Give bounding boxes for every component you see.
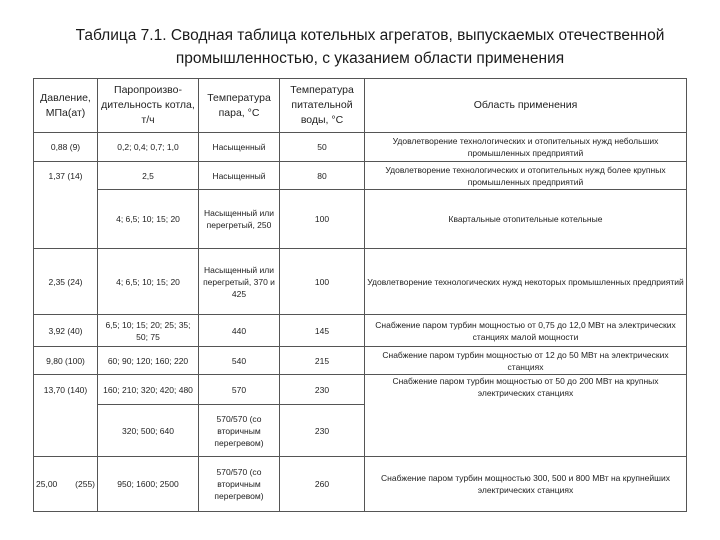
table-row	[34, 375, 687, 405]
cell-capacity: 6,5; 10; 15; 20; 25; 35; 50; 75	[98, 315, 199, 347]
cell-steam-temp: 570	[199, 375, 280, 405]
cell-pressure: 9,80 (100)	[34, 347, 98, 375]
cell-water-temp: 230	[280, 405, 365, 457]
cell-steam-temp: Насыщенный или перегретый, 250	[199, 190, 280, 249]
cell-application: Снабжение паром турбин мощностью от 0,75 до 12,0 МВт на электрических станциях малой мощности	[365, 315, 687, 347]
cell-application: Удовлетворение технологических нужд некоторых промышленных предприятий	[365, 249, 687, 315]
cell-pressure: 2,35 (24)	[34, 249, 98, 315]
cell-capacity: 2,5	[98, 162, 199, 190]
cell-capacity: 4; 6,5; 10; 15; 20	[98, 190, 199, 249]
table-row	[34, 405, 687, 457]
header-capacity: Паропроизво-дительность котла, т/ч	[98, 79, 199, 133]
cell-steam-temp: 570/570 (со вторичным перегревом)	[199, 457, 280, 512]
cell-pressure	[34, 405, 98, 457]
header-steam-temp: Температура пара, °С	[199, 79, 280, 133]
pressure-unit-value: (255)	[75, 479, 95, 489]
cell-pressure: 3,92 (40)	[34, 315, 98, 347]
cell-application: Удовлетворение технологических и отопительных нужд более крупных промышленных предприятий	[365, 162, 687, 190]
table-row	[34, 315, 687, 347]
cell-pressure	[34, 457, 98, 512]
cell-water-temp: 230	[280, 375, 365, 405]
table-row	[34, 190, 687, 249]
cell-water-temp: 145	[280, 315, 365, 347]
pressure-value: 25,00	[36, 479, 58, 489]
cell-capacity: 320; 500; 640	[98, 405, 199, 457]
cell-application: Снабжение паром турбин мощностью от 12 до 50 МВт на электрических станциях	[365, 347, 687, 375]
header-application: Область применения	[365, 79, 687, 133]
cell-pressure: 13,70 (140)	[34, 375, 98, 405]
cell-capacity: 160; 210; 320; 420; 480	[98, 375, 199, 405]
cell-capacity: 60; 90; 120; 160; 220	[98, 347, 199, 375]
cell-water-temp: 100	[280, 249, 365, 315]
header-pressure: Давление, МПа(ат)	[34, 79, 98, 133]
cell-steam-temp: 440	[199, 315, 280, 347]
cell-steam-temp: Насыщенный или перегретый, 370 и 425	[199, 249, 280, 315]
table-row	[34, 457, 687, 512]
cell-application: Снабжение паром турбин мощностью от 50 до 200 МВт на крупных электрических станциях	[365, 375, 687, 405]
cell-steam-temp: Насыщенный	[199, 133, 280, 162]
cell-pressure: 0,88 (9)	[34, 133, 98, 162]
cell-application: Снабжение паром турбин мощностью 300, 500 и 800 МВт на крупнейших электрических станциях	[365, 457, 687, 512]
header-water-temp: Температура питательной воды, °С	[280, 79, 365, 133]
header-row	[34, 79, 687, 133]
cell-water-temp: 215	[280, 347, 365, 375]
table-row	[34, 347, 687, 375]
table-row	[34, 133, 687, 162]
cell-capacity: 4; 6,5; 10; 15; 20	[98, 249, 199, 315]
cell-steam-temp: Насыщенный	[199, 162, 280, 190]
cell-water-temp: 50	[280, 133, 365, 162]
cell-water-temp: 80	[280, 162, 365, 190]
cell-steam-temp: 570/570 (со вторичным перегревом)	[199, 405, 280, 457]
cell-application: Удовлетворение технологических и отопительных нужд небольших промышленных предприятий	[365, 133, 687, 162]
cell-application: Квартальные отопительные котельные	[365, 190, 687, 249]
table-title: Таблица 7.1. Сводная таблица котельных агрегатов, выпускаемых отечественной промышленностью, с указанием области применения	[75, 27, 665, 67]
cell-capacity: 0,2; 0,4; 0,7; 1,0	[98, 133, 199, 162]
cell-application	[365, 405, 687, 457]
table-row	[34, 249, 687, 315]
boiler-table	[33, 78, 687, 512]
cell-water-temp: 100	[280, 190, 365, 249]
cell-pressure: 1,37 (14)	[34, 162, 98, 190]
cell-pressure	[34, 190, 98, 249]
table-row	[34, 162, 687, 190]
cell-steam-temp: 540	[199, 347, 280, 375]
cell-capacity: 950; 1600; 2500	[98, 457, 199, 512]
cell-water-temp: 260	[280, 457, 365, 512]
